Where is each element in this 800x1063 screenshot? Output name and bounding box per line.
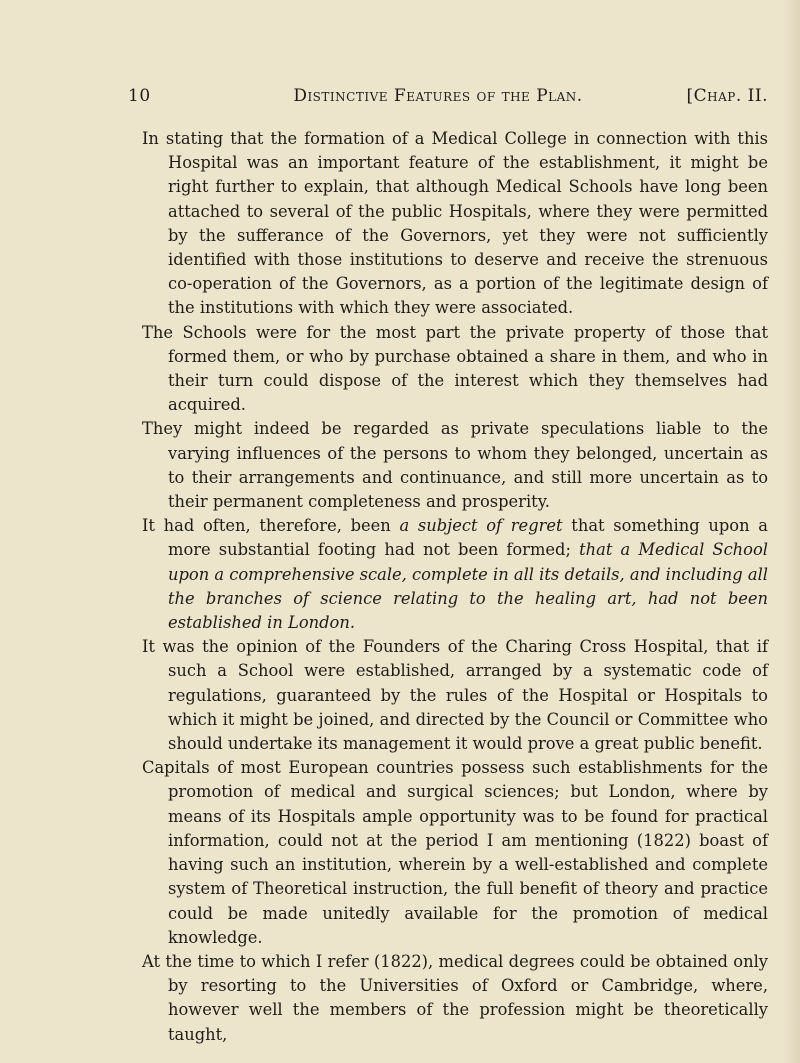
running-head xyxy=(128,86,768,112)
page-edge-shadow xyxy=(782,0,800,1063)
italic-phrase: a subject of regret xyxy=(399,516,563,536)
paragraph: It was the opinion of the Founders of the Charing Cross Hospital, that if such a School were established, arranged by a systematic code of regulations, guaranteed by the rules of the Hospital or Hospitals to which it might be joined, and directed by the Council or Committee who should undertake its management it would prove a great public benefit. xyxy=(142,637,768,754)
body-text xyxy=(142,127,768,1047)
running-title: Distinctive Features of the Plan. xyxy=(293,86,583,106)
paragraph: At the time to which I refer (1822), medical degrees could be obtained only by resorting to the Universities of Oxford or Cambridge, where, however well the members of the profession might be theoretically taught, xyxy=(142,951,768,1044)
page-number: 10 xyxy=(128,86,151,106)
paragraph-text: It had often, therefore, been xyxy=(142,516,400,536)
paragraph: Capitals of most European countries possess such establishments for the promotion of medical and surgical sciences; but London, where by means of its Hospitals ample opportunity was to be found for practical information, could not at the period I am mentioning (1822) boast of having such an institution, wherein by a well-established and complete system of Theoretical instruction, the full benefit of theory and practice could be made unitedly available for the promotion of medical knowledge. xyxy=(142,758,768,947)
paragraph-text: that something upon a more substantial footing had not been formed; xyxy=(168,516,768,560)
chapter-label: [Chap. II. xyxy=(686,86,768,106)
italic-phrase: that a Medical School upon a comprehensive scale, complete in all its details, and including all the branches of science relating to the healing art, had not been established in London. xyxy=(168,540,768,633)
paragraph: They might indeed be regarded as private speculations liable to the varying influences of the persons to whom they belonged, uncertain as to their arrangements and continuance, and still more uncertain as to their permanent completeness and prosperity. xyxy=(142,419,768,512)
paragraph: The Schools were for the most part the private property of those that formed them, or who by purchase obtained a share in them, and who in their turn could dispose of the interest which they themselves had acquired. xyxy=(142,322,768,415)
paragraph: In stating that the formation of a Medical College in connection with this Hospital was an important feature of the establishment, it might be right further to explain, that although Medical Schools have long been attached to several of the public Hospitals, where they were permitted by the sufferance of the Governors, yet they were not sufficiently identified with those institutions to deserve and receive the strenuous co-operation of the Governors, as a portion of the legitimate design of the institutions with which they were associated. xyxy=(142,129,768,318)
paragraph xyxy=(142,514,768,635)
